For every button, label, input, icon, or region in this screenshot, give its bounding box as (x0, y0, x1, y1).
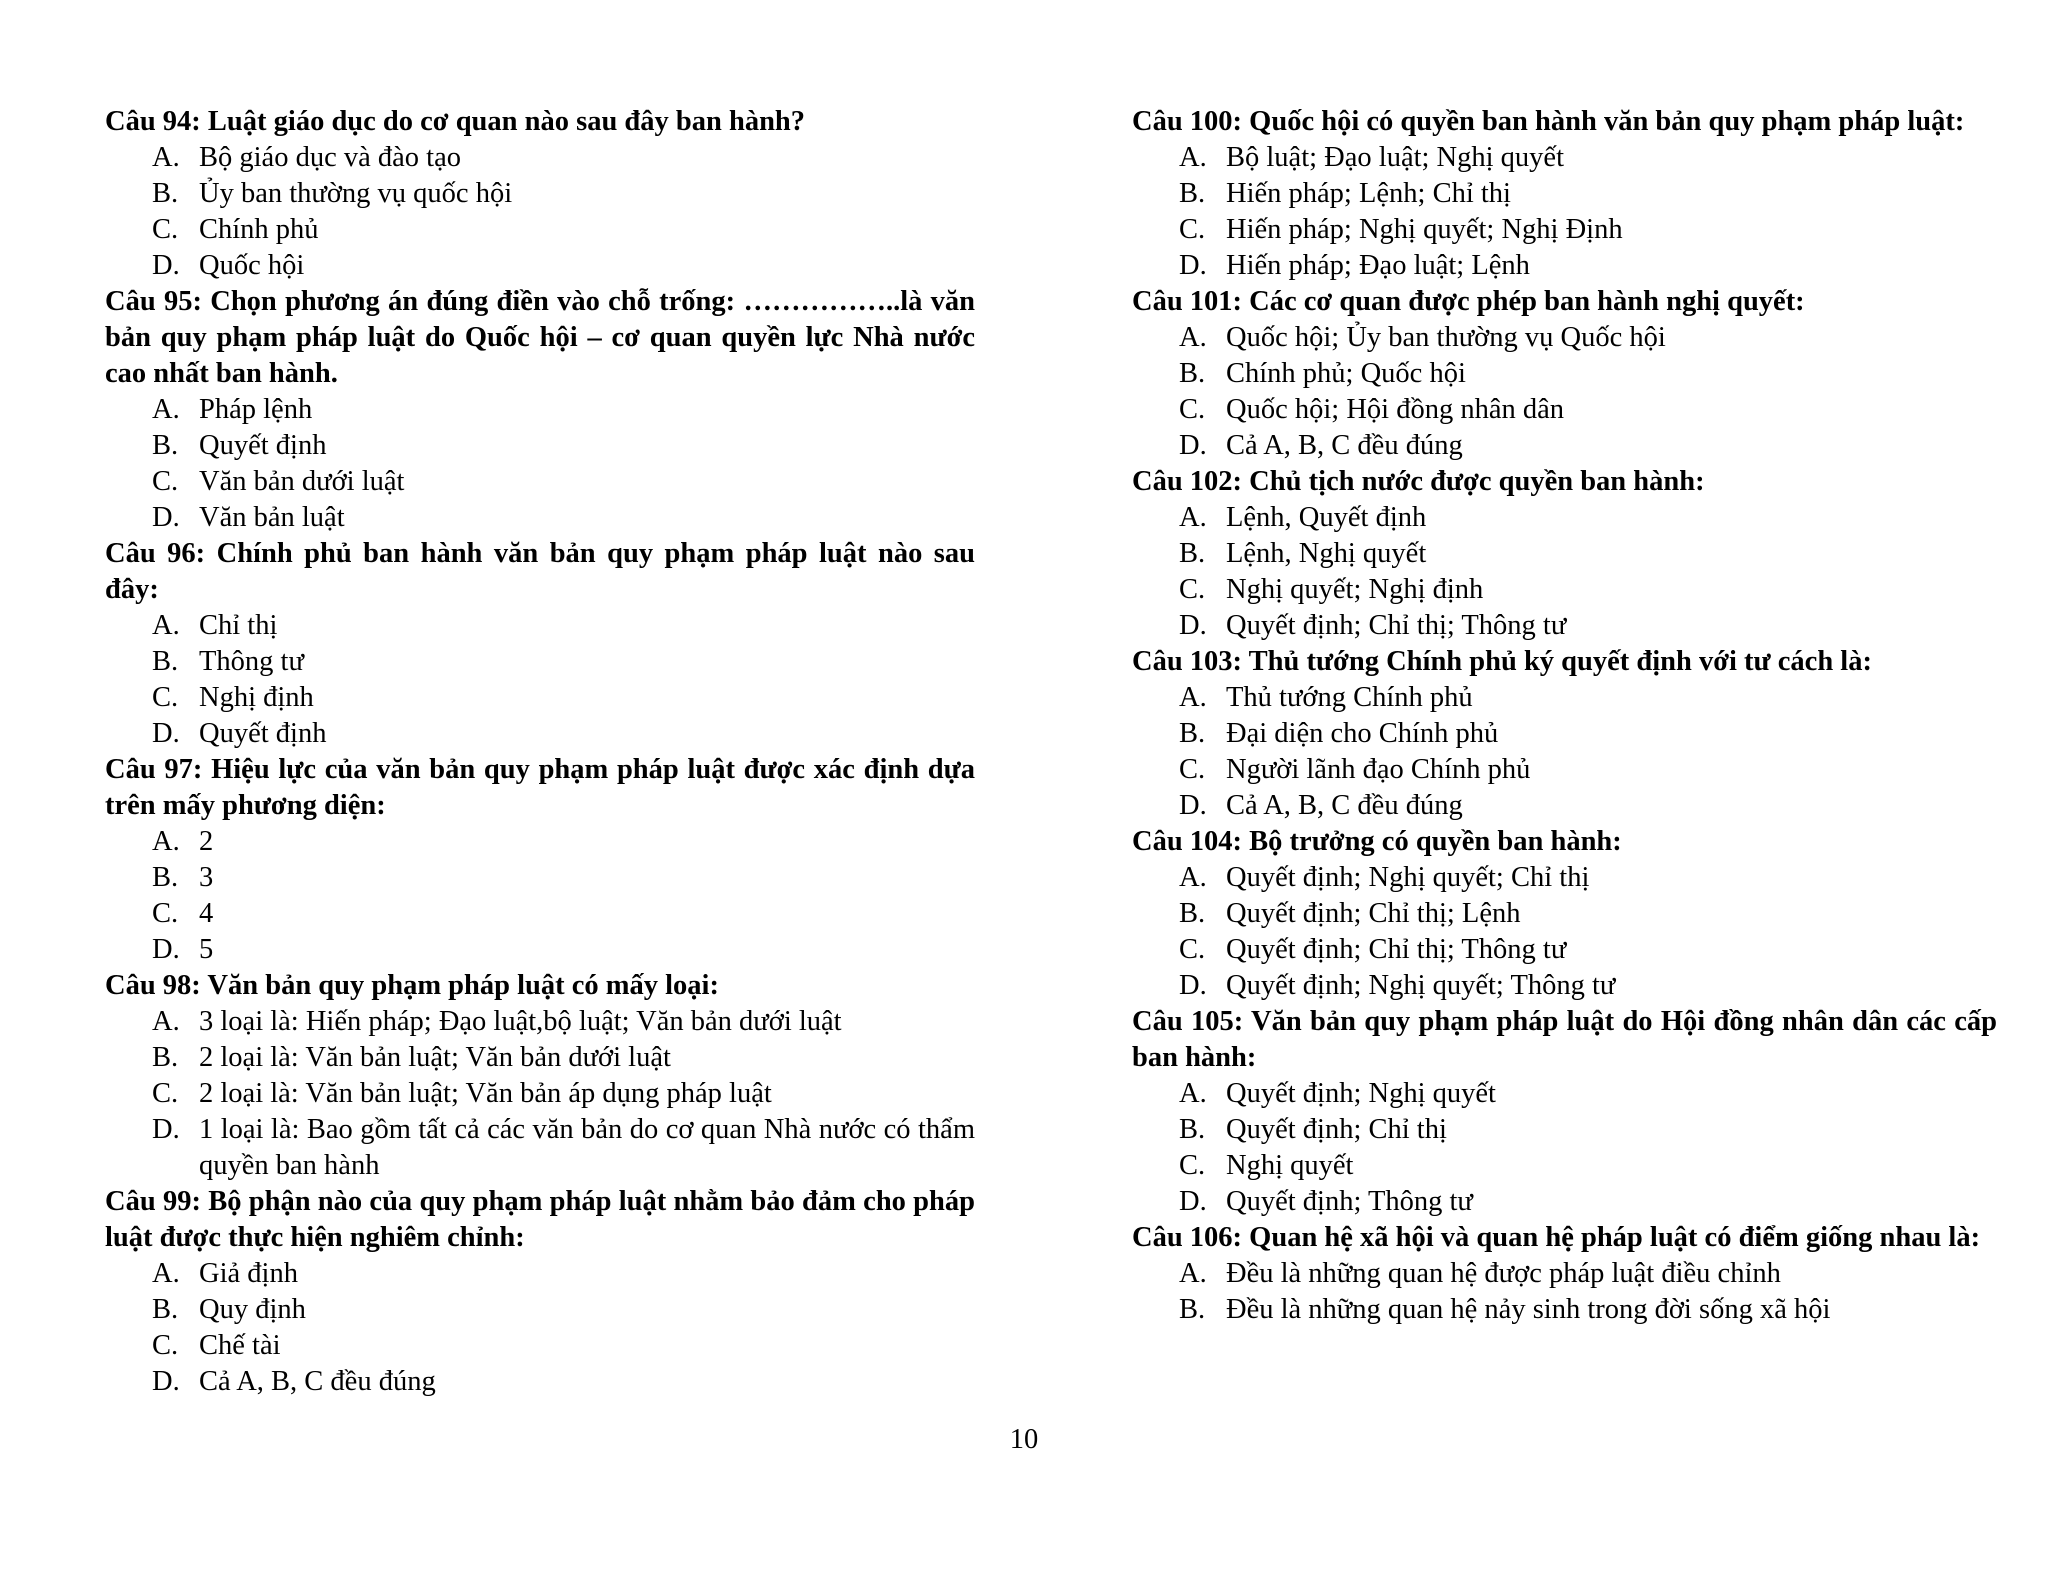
question-100 (1132, 104, 1997, 284)
question-text: Câu 101: Các cơ quan được phép ban hành nghị quyết: (1132, 286, 1805, 317)
option-letter: C. (152, 466, 179, 497)
answer-option (1132, 500, 1997, 536)
answer-option (105, 428, 975, 464)
answer-option (105, 1256, 975, 1292)
option-text: Thủ tướng Chính phủ (1226, 682, 1473, 713)
answer-option (1132, 1256, 1997, 1292)
option-letter: B. (1179, 1114, 1206, 1145)
question-text: Câu 106: Quan hệ xã hội và quan hệ pháp luật có điểm giống nhau là: (1132, 1222, 1981, 1253)
option-letter: A. (152, 826, 180, 857)
option-text: Nghị định (199, 682, 314, 713)
question-text: Câu 98: Văn bản quy phạm pháp luật có mấy loại: (105, 970, 719, 1001)
question-104 (1132, 824, 1997, 1004)
option-letter: A. (152, 610, 180, 641)
option-text: Quyết định (199, 430, 327, 461)
question-101 (1132, 284, 1997, 464)
option-letter: B. (1179, 358, 1206, 389)
answer-option (105, 140, 975, 176)
answer-option (1132, 1148, 1997, 1184)
answer-option (105, 176, 975, 212)
option-text: Đều là những quan hệ được pháp luật điều chỉnh (1226, 1258, 1781, 1289)
option-letter: B. (1179, 718, 1206, 749)
answer-option (105, 1040, 975, 1076)
answer-option (105, 1364, 975, 1400)
option-letter: B. (152, 862, 179, 893)
option-text: Bộ giáo dục và đào tạo (199, 142, 461, 173)
option-letter: D. (152, 1114, 180, 1145)
option-text: Quyết định; Thông tư (1226, 1186, 1473, 1217)
option-letter: D. (152, 502, 180, 533)
answer-option (105, 392, 975, 428)
option-text: Quyết định; Nghị quyết; Chỉ thị (1226, 862, 1590, 893)
answer-option (1132, 536, 1997, 572)
option-text: Thông tư (199, 646, 304, 677)
option-text: 1 loại là: Bao gồm tất cả các văn bản do cơ quan Nhà nước có thẩm quyền ban hành (199, 1114, 975, 1181)
answer-option (105, 932, 975, 968)
option-letter: A. (152, 394, 180, 425)
question-text: Câu 100: Quốc hội có quyền ban hành văn bản quy phạm pháp luật: (1132, 106, 1965, 137)
answer-option (105, 824, 975, 860)
answer-option (1132, 1076, 1997, 1112)
option-letter: D. (152, 934, 180, 965)
question-97 (105, 752, 975, 968)
answer-option (1132, 608, 1997, 644)
question-96 (105, 536, 975, 752)
option-text: Quyết định; Chỉ thị; Lệnh (1226, 898, 1521, 929)
question-text: Câu 99: Bộ phận nào của quy phạm pháp luật nhằm bảo đảm cho pháp luật được thực hiện nghiêm chỉnh: (105, 1186, 975, 1253)
answer-option (1132, 752, 1997, 788)
option-letter: C. (1179, 394, 1206, 425)
answer-option (1132, 140, 1997, 176)
option-letter: C. (152, 1330, 179, 1361)
answer-option (1132, 572, 1997, 608)
option-letter: C. (1179, 754, 1206, 785)
option-text: Văn bản dưới luật (199, 466, 405, 497)
option-text: Giả định (199, 1258, 298, 1289)
option-text: Ủy ban thường vụ quốc hội (199, 178, 513, 209)
option-letter: D. (1179, 610, 1207, 641)
answer-option (105, 500, 975, 536)
answer-option (1132, 896, 1997, 932)
answer-option (105, 860, 975, 896)
option-letter: D. (152, 250, 180, 281)
option-letter: C. (1179, 1150, 1206, 1181)
option-letter: B. (1179, 1294, 1206, 1325)
option-letter: A. (1179, 682, 1207, 713)
option-text: Quyết định; Chỉ thị (1226, 1114, 1447, 1145)
answer-option (105, 464, 975, 500)
option-text: Hiến pháp; Đạo luật; Lệnh (1226, 250, 1530, 281)
option-letter: B. (152, 178, 179, 209)
option-text: 4 (199, 898, 214, 929)
option-letter: B. (152, 1294, 179, 1325)
option-text: Nghị quyết; Nghị định (1226, 574, 1484, 605)
right-column (1132, 104, 1997, 1328)
option-text: Quốc hội; Ủy ban thường vụ Quốc hội (1226, 322, 1666, 353)
left-column (105, 104, 975, 1400)
option-text: Hiến pháp; Nghị quyết; Nghị Định (1226, 214, 1623, 245)
option-text: Cả A, B, C đều đúng (1226, 790, 1463, 821)
option-letter: B. (152, 430, 179, 461)
answer-option (1132, 392, 1997, 428)
question-text: Câu 97: Hiệu lực của văn bản quy phạm pháp luật được xác định dựa trên mấy phương diện: (105, 754, 975, 821)
option-text: Người lãnh đạo Chính phủ (1226, 754, 1531, 785)
option-text: Pháp lệnh (199, 394, 313, 425)
option-letter: A. (1179, 1258, 1207, 1289)
option-letter: D. (152, 1366, 180, 1397)
answer-option (1132, 680, 1997, 716)
option-letter: B. (152, 646, 179, 677)
answer-option (1132, 968, 1997, 1004)
option-text: 3 (199, 862, 214, 893)
option-letter: A. (1179, 862, 1207, 893)
option-letter: B. (152, 1042, 179, 1073)
option-letter: D. (1179, 430, 1207, 461)
answer-option (105, 680, 975, 716)
option-text: Chính phủ (199, 214, 319, 245)
answer-option (105, 716, 975, 752)
question-text: Câu 94: Luật giáo dục do cơ quan nào sau đây ban hành? (105, 106, 806, 137)
answer-option (105, 608, 975, 644)
option-letter: A. (152, 142, 180, 173)
option-text: Quyết định; Chỉ thị; Thông tư (1226, 610, 1567, 641)
question-103 (1132, 644, 1997, 824)
page-number: 10 (1009, 1424, 1039, 1455)
option-text: Quyết định; Nghị quyết; Thông tư (1226, 970, 1616, 1001)
option-letter: C. (1179, 574, 1206, 605)
option-text: Văn bản luật (199, 502, 345, 533)
option-text: Chính phủ; Quốc hội (1226, 358, 1466, 389)
answer-option (1132, 788, 1997, 824)
question-text: Câu 105: Văn bản quy phạm pháp luật do Hội đồng nhân dân các cấp ban hành: (1132, 1006, 1997, 1073)
answer-option (1132, 1292, 1997, 1328)
question-106 (1132, 1220, 1997, 1328)
option-text: Hiến pháp; Lệnh; Chỉ thị (1226, 178, 1511, 209)
option-text: Lệnh, Quyết định (1226, 502, 1427, 533)
option-text: Cả A, B, C đều đúng (1226, 430, 1463, 461)
option-letter: C. (1179, 214, 1206, 245)
answer-option (1132, 932, 1997, 968)
answer-option (105, 1112, 975, 1184)
option-text: 3 loại là: Hiến pháp; Đạo luật,bộ luật; Văn bản dưới luật (199, 1006, 842, 1037)
option-text: Quy định (199, 1294, 306, 1325)
option-letter: D. (1179, 790, 1207, 821)
answer-option (1132, 716, 1997, 752)
option-text: Quyết định (199, 718, 327, 749)
option-text: Đều là những quan hệ nảy sinh trong đời sống xã hội (1226, 1294, 1831, 1325)
option-letter: A. (152, 1006, 180, 1037)
answer-option (105, 1004, 975, 1040)
option-text: 2 loại là: Văn bản luật; Văn bản dưới luật (199, 1042, 671, 1073)
answer-option (105, 248, 975, 284)
answer-option (1132, 428, 1997, 464)
option-letter: B. (1179, 898, 1206, 929)
option-text: Lệnh, Nghị quyết (1226, 538, 1427, 569)
answer-option (105, 644, 975, 680)
option-text: 2 loại là: Văn bản luật; Văn bản áp dụng pháp luật (199, 1078, 772, 1109)
answer-option (1132, 1112, 1997, 1148)
question-text: Câu 102: Chủ tịch nước được quyền ban hành: (1132, 466, 1705, 497)
option-text: Chỉ thị (199, 610, 278, 641)
question-99 (105, 1184, 975, 1400)
question-text: Câu 103: Thủ tướng Chính phủ ký quyết định với tư cách là: (1132, 646, 1872, 677)
answer-option (1132, 248, 1997, 284)
answer-option (1132, 356, 1997, 392)
option-letter: C. (152, 898, 179, 929)
option-letter: D. (1179, 250, 1207, 281)
option-letter: A. (1179, 502, 1207, 533)
question-text: Câu 96: Chính phủ ban hành văn bản quy phạm pháp luật nào sau đây: (105, 538, 975, 605)
option-text: Bộ luật; Đạo luật; Nghị quyết (1226, 142, 1564, 173)
option-letter: C. (152, 1078, 179, 1109)
question-94 (105, 104, 975, 284)
option-letter: A. (1179, 142, 1207, 173)
option-letter: C. (1179, 934, 1206, 965)
answer-option (1132, 212, 1997, 248)
option-text: Cả A, B, C đều đúng (199, 1366, 436, 1397)
option-text: Quốc hội; Hội đồng nhân dân (1226, 394, 1564, 425)
option-letter: C. (152, 214, 179, 245)
option-letter: B. (1179, 538, 1206, 569)
answer-option (1132, 860, 1997, 896)
question-105 (1132, 1004, 1997, 1220)
answer-option (105, 896, 975, 932)
option-letter: B. (1179, 178, 1206, 209)
answer-option (105, 1292, 975, 1328)
option-text: Chế tài (199, 1330, 281, 1361)
option-text: 2 (199, 826, 214, 857)
answer-option (105, 212, 975, 248)
answer-option (105, 1076, 975, 1112)
option-text: Quốc hội (199, 250, 305, 281)
question-98 (105, 968, 975, 1184)
option-text: Đại diện cho Chính phủ (1226, 718, 1499, 749)
option-letter: A. (1179, 1078, 1207, 1109)
question-102 (1132, 464, 1997, 644)
option-letter: D. (1179, 1186, 1207, 1217)
option-text: Quyết định; Nghị quyết (1226, 1078, 1496, 1109)
option-letter: D. (1179, 970, 1207, 1001)
option-text: Quyết định; Chỉ thị; Thông tư (1226, 934, 1567, 965)
option-letter: C. (152, 682, 179, 713)
option-letter: D. (152, 718, 180, 749)
question-text: Câu 95: Chọn phương án đúng điền vào chỗ trống: ……………..là văn bản quy phạm pháp luật do Quốc hội – cơ quan quyền lực Nhà nước cao nhất ban hành. (105, 286, 975, 389)
option-text: 5 (199, 934, 214, 965)
answer-option (1132, 320, 1997, 356)
option-letter: A. (1179, 322, 1207, 353)
question-95 (105, 284, 975, 536)
option-text: Nghị quyết (1226, 1150, 1354, 1181)
question-text: Câu 104: Bộ trưởng có quyền ban hành: (1132, 826, 1622, 857)
option-letter: A. (152, 1258, 180, 1289)
answer-option (1132, 176, 1997, 212)
answer-option (1132, 1184, 1997, 1220)
answer-option (105, 1328, 975, 1364)
